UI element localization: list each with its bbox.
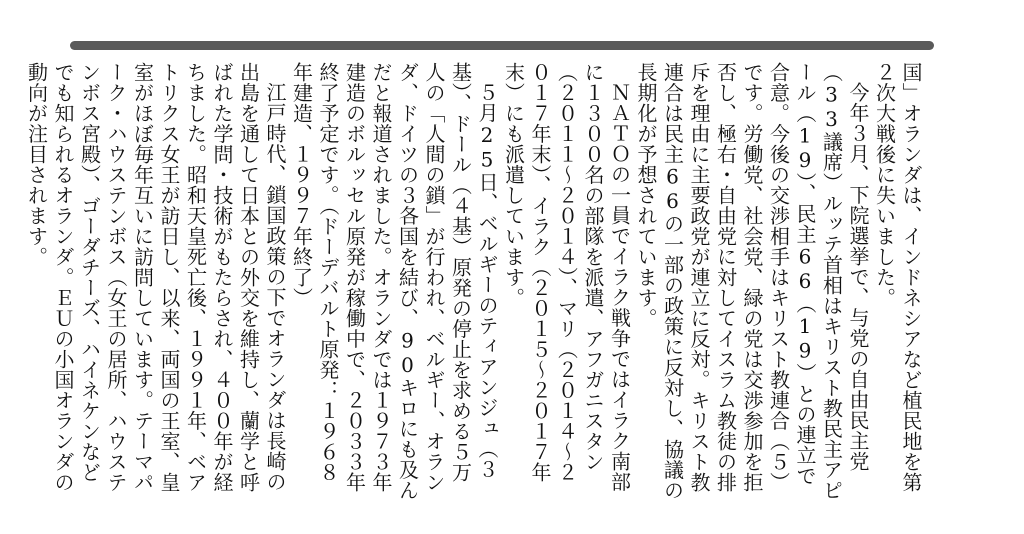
paragraph-3: ＮＡＴＯの一員でイラク戦争ではイラク南部に１３００名の部隊を派遣、アフガニスタン（２０１１〜２０１４）、マリ（２０１４〜２０１７年末）、イラク（２０１５〜２０１７年末）にも派遣しています。: [501, 62, 632, 492]
top-divider-rule: [70, 41, 934, 50]
paragraph-1: 国」オランダは、インドネシアなど植民地を第２次大戦後に失いました。: [872, 62, 923, 493]
article-body: [24, 62, 924, 502]
paragraph-2: 今年３月、下院選挙で、与党の自由民主党（33議席）ルッテ首相はキリスト教民主アピール（19）、民主66（19）との連立で合意。今後の交渉相手はキリスト教連合（５）です。労働党、社会党、緑の党は交渉参加を拒否し、極右・自由党に対してイスラム教徒の排斥を理由に主要政党が連立に反対。キリスト教連合は民主66の一部の政策に反対し、協議の長期化が予想されています。: [634, 62, 870, 501]
paragraph-4: ５月25日、ベルギーのティアンジュ（３基）、ドール（４基）原発の停止を求める５万人の「人間の鎖」が行われ、ベルギー、オランダ、ドイツの３各国を結び、90キロにも及んだと報道されました。オランダでは１９７３年建造のボルッセル原発が稼働中で、２０３３年終了予定です。（ドーデバルト原発：１９６８年建造、１９９７年終了）: [289, 62, 499, 501]
paragraph-5: 江戸時代、鎖国政策の下でオランダは長崎の出島を通して日本との外交を維持し、蘭学と呼ばれた学問・技術がもたらされ、４００年が経ちました。昭和天皇死亡後、１９９１年、ベアトリクス女王が訪日し、以来、両国の王室、皇室がほぼ毎年互いに訪問しています。テーマパーク・ハウステンボス（女王の居所、ハウステンボス宮殿）、ゴーダチーズ、ハイネケンなどでも知られるオランダ。ＥＵの小国オランダの動向が注目されます。: [24, 62, 287, 493]
